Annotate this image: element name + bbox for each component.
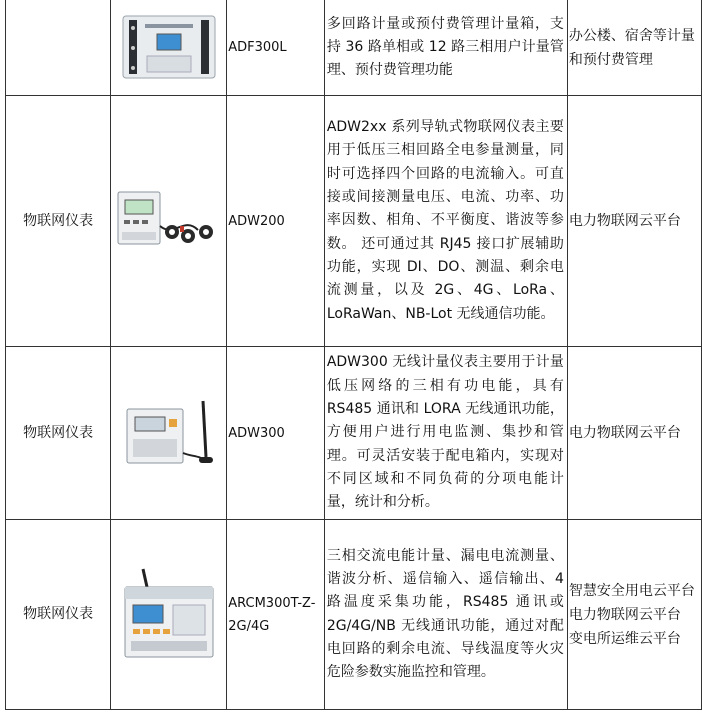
category-cell: 物联网仪表 <box>6 96 111 347</box>
category-cell: 物联网仪表 <box>6 520 111 710</box>
application-text: 智慧安全用电云平台 <box>568 582 695 599</box>
table-row <box>6 520 702 710</box>
model-cell: ADF300L <box>227 0 325 96</box>
category-cell: 物联网仪表 <box>6 347 111 520</box>
description-cell: ADW2xx 系列导轨式物联网仪表主要用于低压三相回路全电参量测量，同时可选择四个回路的电流输入。可直接或间接测量电压、电流、功率、功率因数、相角、不平衡度、谐波等参数。 还可通过其 RJ45 接口扩展辅助功能，实现 DI、DO、测温、剩余电流测量，以及 2G、4G、LoRa、LoRaWan、NB-Lot 无线通信功能。 <box>324 96 567 347</box>
description-cell: ADW300 无线计量仪表主要用于计量低压网络的三相有功电能，具有 RS485 通讯和 LORA 无线通讯功能，方便用户进行用电监测、集抄和管理。可灵活安装于配电箱内，实现对不同区域和不同负荷的分项电能计量，统计和分析。 <box>324 347 567 520</box>
image-cell <box>111 96 227 347</box>
table-row <box>6 0 702 96</box>
din-meter-with-ct-icon <box>114 186 224 256</box>
application-text: 办公楼、宿舍等计量和预付费管理 <box>568 27 695 68</box>
application-cell <box>567 96 701 347</box>
application-cell <box>567 347 701 520</box>
table-row <box>6 347 702 520</box>
application-text: 电力物联网云平台 <box>568 213 681 229</box>
description-cell: 三相交流电能计量、漏电电流测量、谐波分析、遥信输入、遥信输出、4 路温度采集功能，RS485 通讯或 2G/4G/NB 无线通讯功能，通过对配电回路的剩余电流、导线温度等火灾危险参数实施监控和管理。 <box>324 520 567 710</box>
model-cell: ARCM300T-Z-2G/4G <box>227 520 325 710</box>
application-cell <box>567 0 701 96</box>
wireless-meter-antenna-icon <box>117 395 221 471</box>
model-cell: ADW200 <box>227 96 325 347</box>
fire-monitor-device-icon <box>117 565 221 665</box>
model-cell: ADW300 <box>227 347 325 520</box>
application-text: 电力物联网云平台 <box>568 606 681 623</box>
table-row <box>6 96 702 347</box>
image-cell <box>111 0 227 96</box>
product-table <box>5 0 702 710</box>
image-cell <box>111 520 227 710</box>
image-cell <box>111 347 227 520</box>
application-text: 变电所运维云平台 <box>568 630 681 647</box>
description-cell: 多回路计量或预付费管理计量箱，支持 36 路单相或 12 路三相用户计量管理、预付费管理功能 <box>324 0 567 96</box>
category-cell <box>6 0 111 96</box>
application-cell <box>567 520 701 710</box>
meter-box-icon <box>117 12 221 84</box>
application-text: 电力物联网云平台 <box>568 425 681 441</box>
